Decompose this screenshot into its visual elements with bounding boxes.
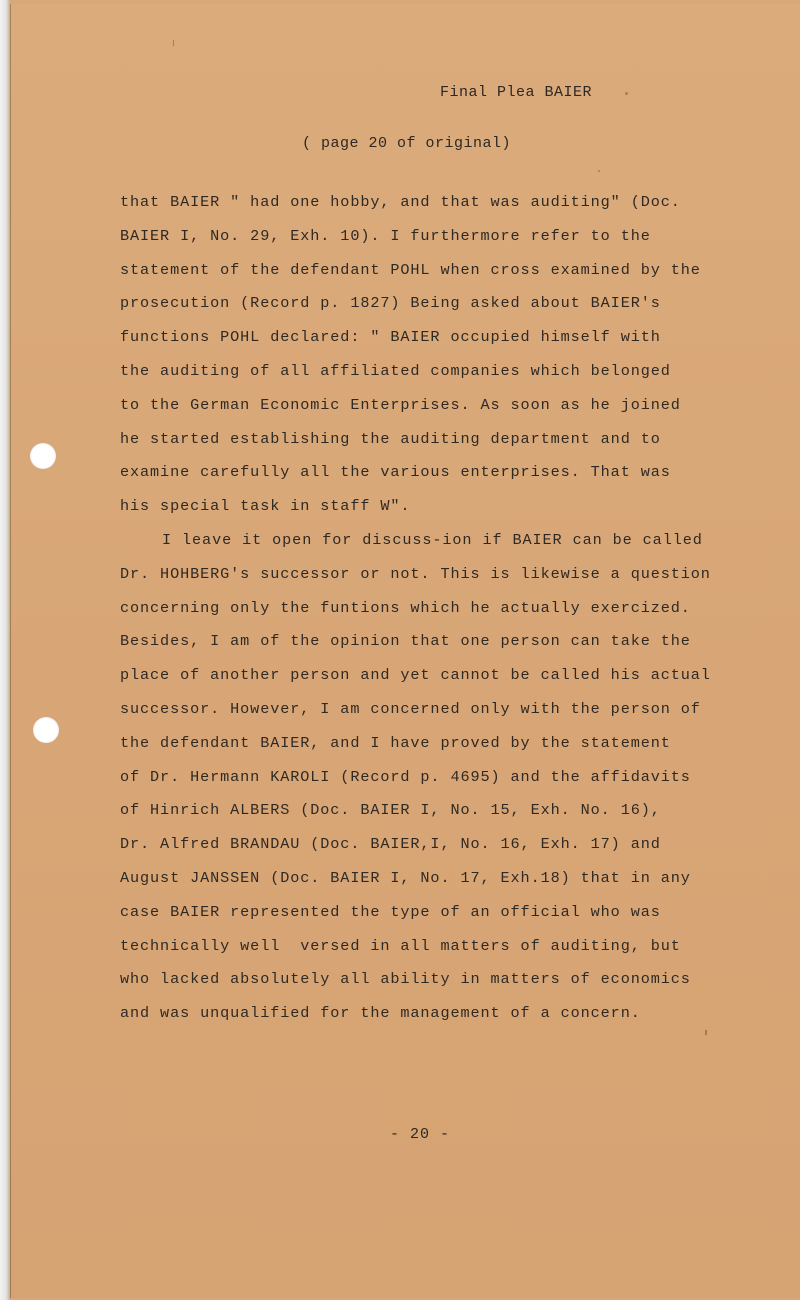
paper-speck (173, 40, 174, 46)
text-line: Besides, I am of the opinion that one person can take the (120, 632, 691, 651)
text-line: case BAIER represented the type of an official who was (120, 902, 661, 921)
document-header: Final Plea BAIER (440, 84, 593, 101)
text-line: functions POHL declared: " BAIER occupied himself with (120, 328, 661, 347)
text-line: that BAIER " had one hobby, and that was auditing" (Doc. (120, 193, 681, 211)
text-line: and was unqualified for the management of a concern. (120, 1004, 641, 1023)
text-line: he started establishing the auditing department and to (120, 429, 661, 448)
text-line: Dr. HOHBERG's successor or not. This is likewise a question (120, 564, 711, 583)
text-line: Dr. Alfred BRANDAU (Doc. BAIER,I, No. 16, Exh. 17) and (120, 835, 661, 854)
text-line: August JANSSEN (Doc. BAIER I, No. 17, Exh.18) that in any (120, 868, 691, 887)
text-line: technically well versed in all matters of auditing, but (120, 936, 681, 955)
punch-hole-upper (30, 443, 56, 469)
text-line: place of another person and yet cannot be called his actual (120, 666, 711, 685)
text-line: statement of the defendant POHL when cross examined by the (120, 260, 701, 279)
text-line: BAIER I, No. 29, Exh. 10). I furthermore refer to the (120, 226, 651, 245)
text-line: concerning only the funtions which he actually exercized. (120, 598, 691, 617)
text-line: examine carefully all the various enterprises. That was (120, 463, 671, 482)
text-line: successor. However, I am concerned only with the person of (120, 699, 701, 718)
text-line: his special task in staff W". (120, 497, 411, 516)
paragraph-start-line: I leave it open for discuss-ion if BAIER can be called (162, 530, 703, 549)
punch-hole-lower (33, 717, 59, 743)
text-line: the auditing of all affiliated companies which belonged (120, 361, 671, 380)
text-line: to the German Economic Enterprises. As soon as he joined (120, 395, 681, 414)
text-line: of Hinrich ALBERS (Doc. BAIER I, No. 15, Exh. No. 16), (120, 801, 661, 820)
document-body (120, 186, 760, 1031)
paper-speck (625, 92, 628, 95)
text-line: who lacked absolutely all ability in matters of economics (120, 970, 691, 989)
page-number: - 20 - (390, 1126, 451, 1143)
original-page-reference: ( page 20 of original) (302, 135, 512, 152)
paper-speck (598, 170, 600, 172)
paper-edge (0, 0, 10, 1300)
text-line: of Dr. Hermann KAROLI (Record p. 4695) and the affidavits (120, 767, 691, 786)
text-line: the defendant BAIER, and I have proved by the statement (120, 733, 671, 752)
text-line: prosecution (Record p. 1827) Being asked about BAIER's (120, 294, 661, 313)
